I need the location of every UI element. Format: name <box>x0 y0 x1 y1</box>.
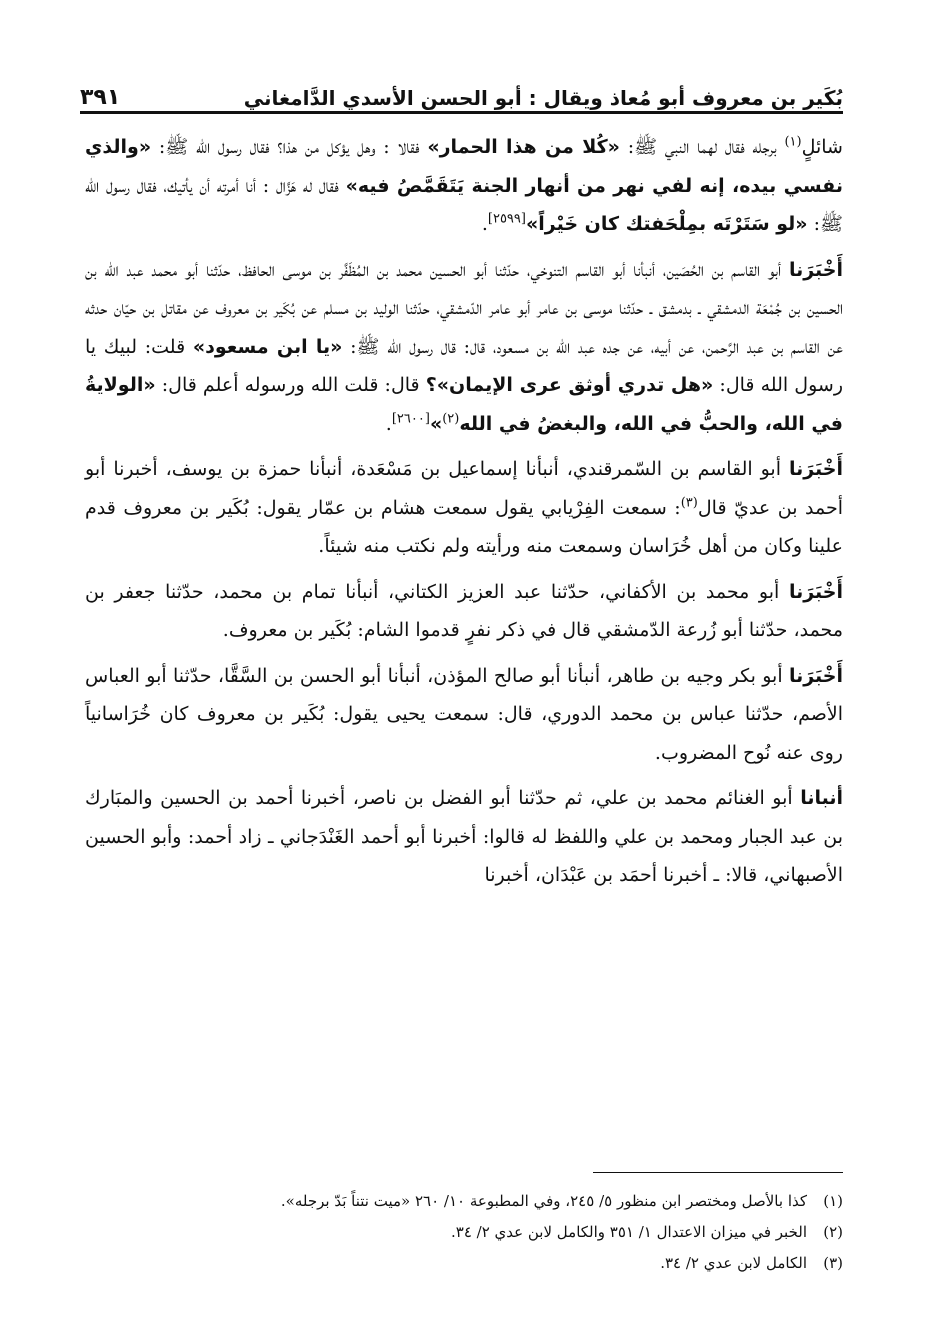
header-rule <box>80 111 843 114</box>
paragraph <box>85 251 843 444</box>
paragraph <box>85 128 843 244</box>
quoted-speech: «والذي نفسي بيده، إنه لفي نهر من أنهار الجنة يَتَقَمَّصُ فيه» <box>85 136 843 197</box>
footnotes <box>88 1186 843 1279</box>
text-segment: : سمعت الفِرْيابي يقول سمعت هشام بن عمّار يقول: بُكَير بن معروف قدم علينا وكان من أهل خُرَاسان وسمعت منه ورأيته ولم نكتب منه شيئاً. <box>85 496 843 557</box>
text-segment: فقالا : وهل يؤكل من هذا؟ فقال رسول الله ﷺ: <box>151 136 428 158</box>
footnote <box>88 1248 843 1279</box>
footnote-reference: (١) <box>784 134 802 150</box>
text-segment: أبو محمد بن الأكفاني، حدّثنا عبد العزيز الكتاني، أنبأنا تمام بن محمد، حدّثنا جعفر بن محمد، حدّثنا أبو زُرعة الدّمشقي قال في ذكر نفرٍ قدموا الشام: بُكَير بن معروف. <box>85 580 843 641</box>
text-segment: قلت: لبيك يا رسول الله قال: <box>85 335 843 396</box>
text-segment: أبو القاسم بن الحُصَين، أنبأنا أبو القاسم التنوخي، حدّثنا أبو الحسين محمد بن المُظَفَّر بن موسى الحافظ، حدّثنا أبو محمد عبد الله بن الحسين بن جُمْعَة الدمشقي ـ بدمشق ـ حدّثنا موسى بن عامر أبو عامر الدّمشقي، حدّثنا الوليد بن مسلم عن بُكَير بن معروف عن مقاتل بن حيّان حدثه عن القاسم بن عبد الرَّحمن، عن أبيه، عن جده عبد الله بن مسعود، قال: قال رسول الله ﷺ: <box>85 258 843 358</box>
footnote-reference: (٢) <box>442 411 460 427</box>
footnote-text: الكامل لابن عدي ٢/ ٣٤. <box>660 1254 807 1272</box>
text-segment: أبو بكر وجيه بن طاهر، أنبأنا أبو صالح المؤذن، أنبأنا أبو الحسن بن السَّقَّا، حدّثنا أبو العباس الأصم، حدّثنا عباس بن محمد الدوري، قال: سمعت يحيى يقول: بُكَير بن معروف كان خُرَاسانياً روى عنه نُوح المضروب. <box>85 664 843 764</box>
paragraph-lead-word: أَخْبَرَنا <box>788 664 843 687</box>
paragraph-lead-word: أَخْبَرَنا <box>788 580 843 603</box>
quoted-speech: «هل تدري أوثق عرى الإيمان»؟ <box>425 374 714 396</box>
text-segment: . <box>481 213 488 235</box>
text-segment: برجله فقال لهما النبي ﷺ: <box>619 136 785 158</box>
paragraph <box>85 450 843 566</box>
paragraph-lead-word: أَخْبَرَنا <box>788 258 843 281</box>
quoted-speech: «يا ابن مسعود» <box>192 335 343 358</box>
main-text <box>85 128 843 902</box>
paragraph <box>85 657 843 773</box>
paragraph-lead-word: أنبانا <box>800 787 843 809</box>
footnote-text: كذا بالأصل ومختصر ابن منظور ٥/ ٢٤٥، وفي المطبوعة ١٠/ ٢٦٠ «ميت نتناً بَدّ برجله». <box>280 1192 807 1210</box>
footnote-reference: (٣) <box>680 495 698 511</box>
page-header <box>80 60 843 110</box>
hadith-number: [٢٥٩٩] <box>487 211 526 227</box>
paragraph-lead-word: أَخْبَرَنا <box>788 458 843 480</box>
running-title: بُكَير بن معروف أبو مُعاذ ويقال : أبو الحسن الأسدي الدَّامغاني <box>243 86 843 110</box>
footnote <box>88 1186 843 1217</box>
text-segment: . <box>385 412 392 435</box>
footnote-number: (٣) <box>823 1254 843 1272</box>
text-segment: أبو الغنائم محمد بن علي، ثم حدّثنا أبو الفضل بن ناصر، أخبرنا أحمد بن الحسين والمبَارك بن عبد الجبار ومحمد بن علي واللفظ له قالوا: أخبرنا أبو أحمد الغَنْدَجاني ـ زاد أحمد: وأبو الحسين الأصبهاني، قالا: ـ أخبرنا أحمَد بن عَبْدَان، أخبرنا <box>85 787 843 886</box>
hadith-number: [٢٦٠٠] <box>391 411 430 427</box>
quoted-speech: «الولايةُ في الله، والحبُّ في الله، والبغضُ في الله <box>85 374 843 435</box>
quoted-speech: » <box>429 412 443 435</box>
text-segment: فقال له هَزَّال : أنا أمرته أن يأتيك، فقال رسول الله ﷺ: <box>85 174 843 235</box>
paragraph <box>85 779 843 895</box>
text-segment: قال: قلت الله ورسوله أعلم قال: <box>155 374 426 396</box>
quoted-speech: «كُلا من هذا الحمار» <box>427 136 620 158</box>
quoted-speech: «لو سَتَرْتَه بمِلْحَفتك كان خَيْراً» <box>525 213 808 235</box>
footnote-number: (١) <box>823 1192 843 1210</box>
text-segment: أبو القاسم بن السّمرقندي، أنبأنا إسماعيل بن مَسْعَدة، أنبأنا حمزة بن يوسف، أخبرنا أبو أحمد بن عديّ قال <box>85 458 843 519</box>
text-segment: شائلٍ <box>801 136 843 158</box>
page-number: ٣٩١ <box>80 85 121 110</box>
footnote <box>88 1217 843 1248</box>
footnote-rule <box>593 1172 843 1173</box>
footnote-text: الخبر في ميزان الاعتدال ١/ ٣٥١ والكامل لابن عدي ٢/ ٣٤. <box>450 1223 807 1241</box>
footnote-number: (٢) <box>823 1223 843 1241</box>
paragraph <box>85 573 843 650</box>
